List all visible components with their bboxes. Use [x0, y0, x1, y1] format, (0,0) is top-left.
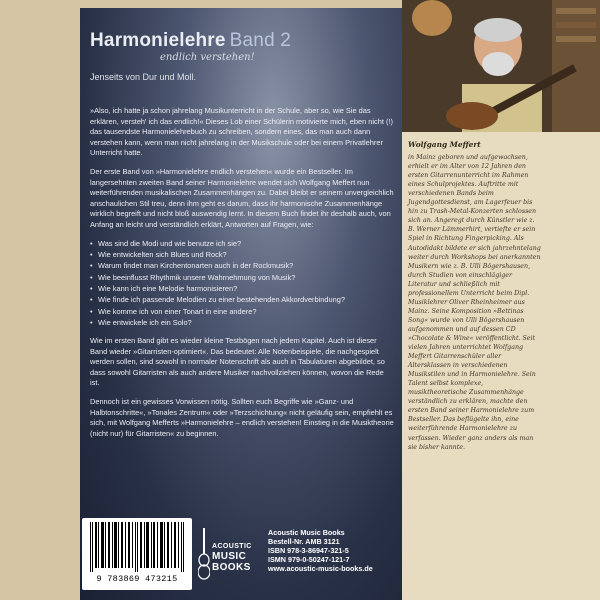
book-title: [90, 30, 291, 52]
publisher-url: www.acoustic-music-books.de: [268, 564, 373, 573]
main-panel: [80, 8, 402, 600]
publisher-name: Acoustic Music Books: [268, 528, 345, 537]
logo-text: BOOKS: [212, 562, 251, 573]
author-bio: [408, 140, 542, 452]
guitar-icon: [198, 528, 210, 580]
publisher-info: [268, 528, 408, 573]
publisher-logo: [198, 528, 254, 584]
list-item: • Wie komme ich von einer Tonart in eine andere?: [90, 306, 257, 316]
paragraph: Dennoch ist ein gewisses Vorwissen nötig. Sollten euch Begriffe wie »Ganz- und Halbtonschritte«, »Tonales Zentrum« oder »Terzschichtung« nicht geläufig sein, empfiehlt es sich, mit Wolfgang Mefferts »Harmonielehre – endlich verstehen! Einstieg in die Musiktheorie (nicht nur) für Gitarristen« zu beginnen.: [90, 397, 394, 438]
barcode-number: 9 783869 473215: [96, 574, 178, 584]
logo-text: ACOUSTIC: [212, 543, 252, 550]
paragraph: Der erste Band von »Harmonielehre endlich verstehen« wurde ein Bestseller. Im langersehnten zweiten Band seiner Harmonielehre wendet sich Wolfgang Meffert nun weiterführenden musikalischen Zusammenhängen zu. Dabei bleibt er seinem unvergleichlich anschaulichen Stil treu, denn ihm geht es darum, dass ihr harmonische Zusammenhänge wirklich begreift und nicht bloß auswendig lernt. In diesem Buch findet ihr deshalb auch, von Anfang an leicht und verständlich erklärt, Antworten auf Fragen, wie:: [90, 166, 394, 229]
barcode: [82, 518, 192, 590]
title-text: Harmonielehre: [90, 30, 226, 51]
list-item: • Wie entwickele ich ein Solo?: [90, 318, 192, 328]
band-label: Band 2: [229, 30, 292, 51]
barcode-icon: [88, 522, 186, 572]
title-block: [90, 30, 292, 82]
author-photo-icon: [402, 0, 600, 132]
list-item: • Wie finde ich passende Melodien zu einer bestehenden Akkordverbindung?: [90, 295, 345, 305]
author-panel: [402, 0, 600, 600]
list-item: • Was sind die Modi und wie benutze ich sie?: [90, 238, 242, 248]
logo-text: MUSIC: [212, 551, 247, 562]
paragraph: Wie im ersten Band gibt es wieder kleine Testbögen nach jedem Kapitel. Auch ist dieser Band wieder »Gitarristen-optimiert«. Das bedeutet: Alle Notenbeispiele, die nachgespielt werden sollen, sind sowohl in normaler Notenschrift als auch in Tabulaturen abgebildet, so dass sowohl Gitarristen als auch andere Musiker nachvollziehen können, wovon die Rede ist.: [90, 336, 385, 388]
paragraph: »Also, ich hatte ja schon jahrelang Musikunterricht in der Schule, aber so, wie Sie das erklären, versteh' ich das endlich!« Dieses Lob einer Schülerin motivierte mich, eben nicht (!) das tausendste Harmonielehrebuch zu schreiben, sondern eines, das man auch dann verstehen kann, wenn man nicht jahrelang in der Musikschule oder bei einem Privatlehrer Unterricht hatte.: [90, 106, 393, 158]
isbn: ISBN 978-3-86947-321-5: [268, 546, 349, 555]
author-photo: [402, 0, 600, 132]
question-list: [90, 239, 395, 329]
author-name: Wolfgang Meffert: [408, 140, 481, 149]
list-item: • Warum findet man Kirchentonarten auch in der Rockmusik?: [90, 261, 294, 271]
list-item: • Wie entwickelten sich Blues und Rock?: [90, 249, 227, 259]
blurb-text: [90, 106, 395, 447]
author-bio-text: in Mainz geboren und aufgewachsen, erhielt er im Alter von 12 Jahren den ersten Gitarrenunterricht im Rahmen eines Schulprojektes. Auftritte mit verschiedenen Bands beim Jugendgottesdienst, am Lagerfeuer bis hin zu Trash-Metal-Konzerten schlossen sich an. Angeregt durch Künstler wie z. B. Werner Lämmerhirt, vertiefte er sein Spiel in Richtung Fingerpicking. Als Autodidakt bildete er sich jahrzehntelang weiter durch Workshops bei anerkannten Musikern wie z. B. Ulli Bögershausen, durch Studien von einschlägiger Literatur und schließlich mit professionellem Unterricht beim Dipl. Musiklehrer Oliver Rheinheimer aus Mainz. Seine Komposition »Bettinas Song« wurde von Ulli Bögershausen aufgenommen und auf dessen CD »Chocolate & Wine« veröffentlicht. Seit vielen Jahren unterrichtet Wolfgang Meffert Gitarrenschüler aller Altersklassen in verschiedenen Musikstilen und in Harmonielehre. Sein Talent selbst komplexe, musiktheoretische Zusammenhänge verständlich zu erklären, machte den ersten Band seiner Harmonielehre zum Bestseller. Das beflügelte ihn, eine weiterführende Harmonielehre zu verfassen. Wieder ganz anders als man sie bisher kannte.: [408, 154, 541, 451]
order-number: Bestell-Nr. AMB 3121: [268, 537, 340, 546]
ismn: ISMN 979-0-50247-121-7: [268, 555, 350, 564]
book-tagline: Jenseits von Dur und Moll.: [90, 72, 197, 82]
list-item: • Wie beeinflusst Rhythmik unsere Wahrnehmung von Musik?: [90, 272, 296, 282]
list-item: • Wie kann ich eine Melodie harmonisieren?: [90, 284, 238, 294]
book-subtitle: endlich verstehen!: [160, 52, 255, 63]
